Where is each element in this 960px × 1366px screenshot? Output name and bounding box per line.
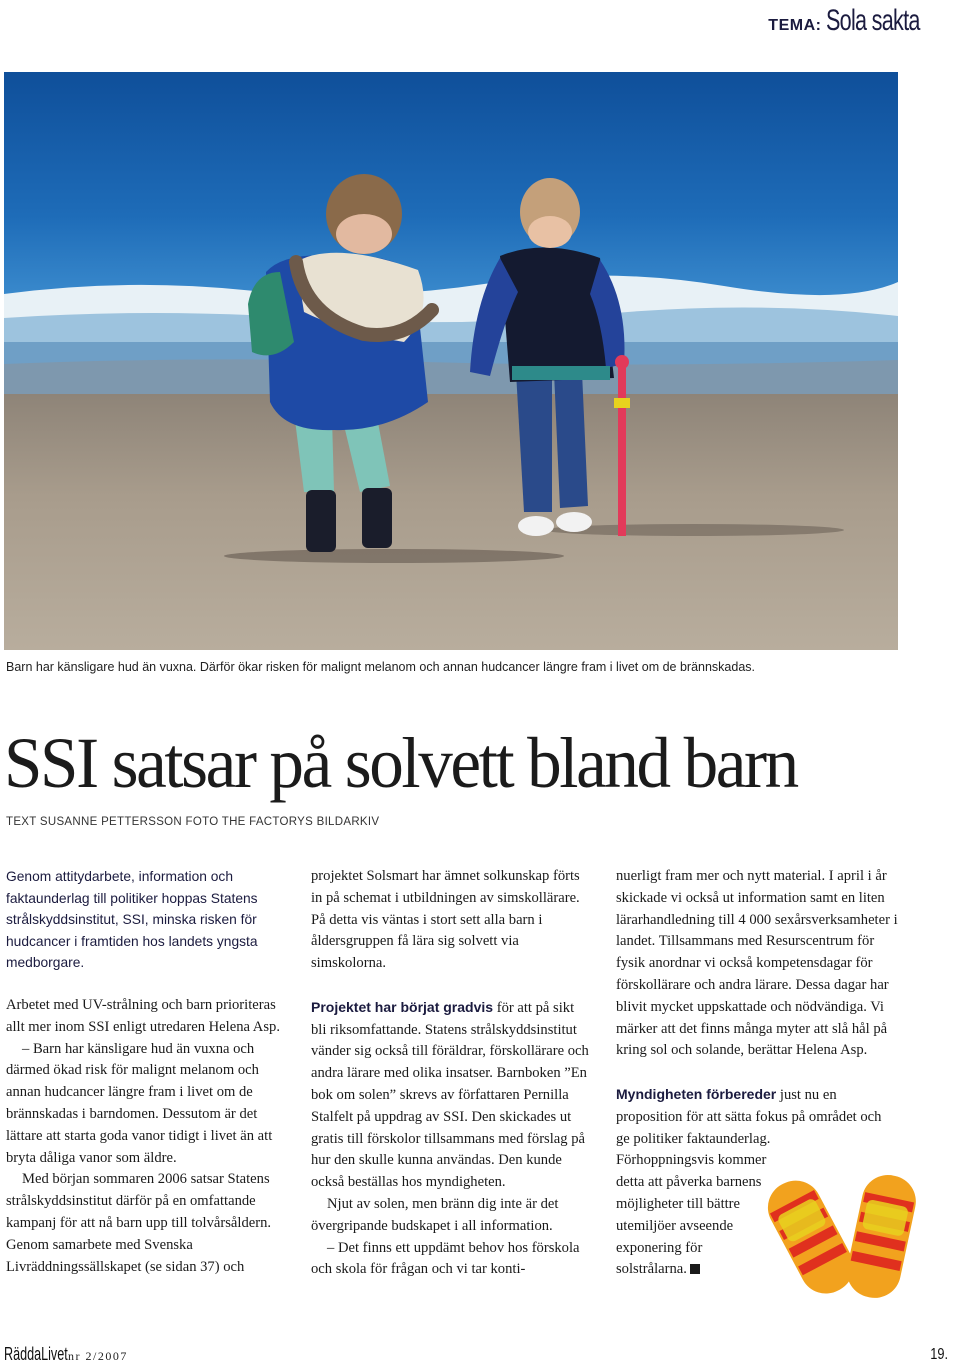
section-title: Sola sakta	[825, 4, 920, 37]
section-header	[768, 4, 956, 38]
paragraph: Njut av solen, men bränn dig inte är det övergripande budskapet i all information.	[311, 1195, 559, 1234]
paragraph: – Det finns ett uppdämt behov hos förskola och skola för frågan och vi tar konti-	[311, 1239, 580, 1278]
article-byline: TEXT SUSANNE PETTERSSON FOTO THE FACTORYS BILDARKIV	[6, 816, 380, 828]
paragraph	[616, 1084, 898, 1150]
paragraph: – Barn har känsligare hud än vuxna och därmed ökad risk för malignt melanom och annan hudcancer längre fram i livet om de brännskadas i barndomen. Dessutom är det lättare att starta goda vanor tidigt i livet än att bryta dåliga vanor som äldre.	[6, 1040, 273, 1166]
end-mark-icon	[690, 1264, 700, 1274]
page-number: 19.	[929, 1346, 948, 1363]
column-2	[311, 866, 591, 1281]
paragraph: projektet Solsmart har ämnet solkunskap förts in på schemat i utbildningen av simskollärare. På detta vis väntas i stort sett alla barn i åldersgruppen få lära sig solvett via simskolorna.	[311, 868, 580, 972]
section-highlight: Myndigheten förbereder	[616, 1085, 777, 1102]
section-highlight: Projektet har börjat gradvis	[311, 998, 494, 1015]
issue-number: nr 2/2007	[68, 1349, 128, 1363]
sandals-image	[764, 1168, 924, 1303]
article-headline: SSI satsar på solvett bland barn	[4, 723, 797, 803]
beach-photo	[4, 72, 898, 650]
article-lead: Genom attitydarbete, information och faktaunderlag till politiker hoppas Statens strålskyddsinstitut, SSI, minska risken för hudcancer i framtiden hos landets yngsta medborgare.	[6, 869, 258, 971]
column-1	[6, 866, 290, 1278]
magazine-name: RäddaLivet	[4, 1344, 68, 1364]
paragraph-text: just nu en proposition för att sätta fokus på området och ge politiker faktaunderlag.	[616, 1086, 882, 1147]
section-label: TEMA:	[768, 17, 822, 34]
paragraph: Med början sommaren 2006 satsar Statens strålskyddsinstitut därför på en omfattande kampanj för att nå barn upp till tolvårsåldern. Genom samarbete med Svenska Livräddningssällskapet (se sidan 37) och	[6, 1171, 272, 1275]
paragraph	[311, 997, 591, 1194]
photo-caption: Barn har känsligare hud än vuxna. Därför ökar risken för malignt melanom och annan hudcancer längre fram i livet om de brännskadas.	[6, 660, 756, 674]
paragraph: Arbetet med UV-strålning och barn prioriteras allt mer inom SSI enligt utredaren Helena Asp.	[6, 996, 280, 1035]
footer-brand	[4, 1344, 128, 1365]
paragraph-text: Förhoppningsvis kommer detta att påverka barnens möjligheter till bättre utemiljöer avseende exponering för solstrålarna.	[616, 1152, 767, 1278]
paragraph: nuerligt fram mer och nytt material. I april i år skickade vi också ut information samt en liten lärarhandledning till 4 000 sexårsverksamheter i landet. Tillsammans med Resurscentrum för fysik anordnar vi också kompetensdagar för förskollärare och andra lärare. Dessa dagar har blivit mycket uppskattade och nödvändiga. Vi märker att det finns många myter att slå hål på kring sol och solande, berättar Helena Asp.	[616, 868, 898, 1059]
paragraph-text: för att på sikt bli riksomfattande. Statens strålskyddsinstitut vänder sig också till föräldrar, förskollärare och andra lärare med olika insatser. Barnboken ”En bok om solen” skrevs av författaren Pernilla Stalfelt på uppdrag av SSI. Den skickades ut gratis till förskolor tillsammans med förslag på hur den skulle kunna användas. Den kunde också beställas hos myndigheten.	[311, 999, 589, 1191]
paragraph	[616, 1150, 776, 1281]
